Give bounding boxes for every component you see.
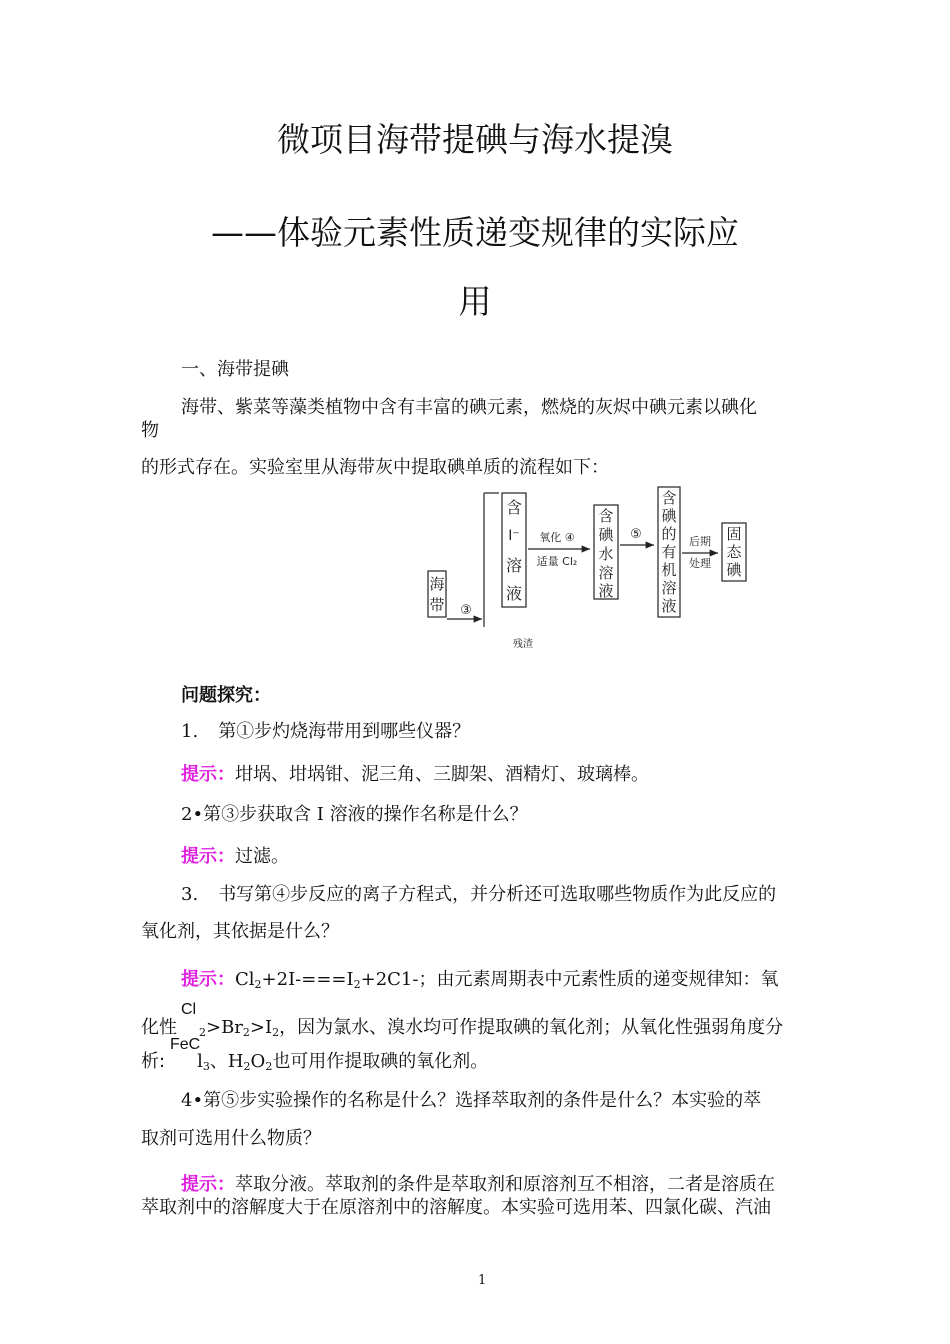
hint-label-2: 提示： — [181, 846, 235, 867]
intro-line-1b: 物 — [141, 420, 159, 441]
question-3-text-1: 书写第④步反应的离子方程式，并分析还可选取哪些物质作为此反应的 — [218, 884, 777, 905]
box-organic-solution — [658, 487, 680, 617]
answer-3-l3-sub-1: 3 — [202, 1060, 210, 1073]
box-iodine-water-char-1: 含 — [598, 507, 614, 525]
box-iodide-char-1: 含 — [505, 498, 523, 517]
hint-label-1: 提示： — [181, 764, 235, 785]
answer-3-line-1 — [181, 965, 778, 991]
arrow-step-3 — [447, 603, 482, 619]
box-iodide-char-2: I⁻ — [508, 528, 520, 544]
residue-label: 残渣 — [513, 639, 533, 650]
answer-2 — [181, 842, 289, 868]
answer-3-l3-rest: 也可用作提取碘的氧化剂。 — [272, 1051, 489, 1072]
answer-3-l3-o: O — [250, 1051, 266, 1072]
box-seaweed-char-1: 海 — [429, 575, 445, 593]
question-3-number: 3. — [181, 884, 199, 905]
answer-3-l2-sub-2: 2 — [242, 1026, 250, 1039]
box-organic-char-7: 液 — [661, 597, 677, 615]
answer-3-l2-sub-3: 2 — [272, 1026, 280, 1039]
page-number: 1 — [478, 1273, 487, 1288]
post-bottom-label: 处理 — [689, 557, 711, 570]
intro-line-2: 的形式存在。实验室里从海带灰中提取碘单质的流程如下： — [141, 457, 609, 478]
box-iodine-water-char-2: 碘 — [598, 526, 614, 544]
questions-heading: 问题探究： — [181, 685, 271, 706]
box-organic-char-2: 碘 — [661, 507, 677, 525]
answer-3-l2-mid: >Br — [206, 1017, 243, 1038]
flow-diagram — [420, 483, 760, 653]
answer-3-l2-rest: ，因为氯水、溴水均可作提取碘的氧化剂；从氧化性强弱角度分 — [279, 1017, 784, 1038]
hint-label-3: 提示： — [181, 969, 235, 990]
answer-3-l3-l: l — [197, 1051, 203, 1072]
answer-3-line-3 — [141, 1047, 488, 1073]
answer-1-text: 坩埚、坩埚钳、泥三角、三脚架、酒精灯、玻璃棒。 — [235, 764, 649, 785]
box-iodide-char-3: 溶 — [505, 556, 523, 575]
arrow-step-5 — [620, 527, 654, 545]
box-iodide-char-4: 液 — [505, 584, 523, 603]
box-organic-char-1: 含 — [661, 489, 677, 507]
answer-3-fragment-cl: Cl — [181, 1001, 197, 1018]
answer-3-l2-sub-1: 2 — [199, 1026, 206, 1039]
box-organic-char-6: 溶 — [661, 579, 677, 597]
box-organic-char-4: 有 — [661, 543, 677, 561]
box-iodine-water-char-3: 水 — [598, 545, 614, 563]
answer-2-text: 过滤。 — [235, 846, 289, 867]
equation-mid: +2I-===I — [261, 969, 354, 990]
question-2: 2•第③步获取含 I 溶液的操作名称是什么？ — [181, 804, 528, 825]
answer-3-rest-1: ；由元素周期表中元素性质的递变规律知：氧 — [418, 969, 779, 990]
equation-sub-1: 2 — [254, 978, 262, 991]
box-solid-char-1: 固 — [726, 525, 742, 543]
question-1 — [181, 717, 470, 743]
post-top-label: 后期 — [689, 535, 711, 548]
equation-sub-2: 2 — [353, 978, 361, 991]
box-iodine-water-char-4: 溶 — [598, 564, 614, 582]
question-3-line-2: 氧化剂，其依据是什么？ — [141, 921, 339, 942]
box-solid-char-2: 态 — [726, 543, 742, 561]
title-line-3: 用 — [458, 282, 492, 321]
box-organic-char-3: 的 — [661, 525, 677, 543]
intro-line-1: 海带、紫菜等藻类植物中含有丰富的碘元素，燃烧的灰烬中碘元素以碘化 — [181, 397, 757, 418]
arrow-post-processing — [682, 534, 718, 570]
answer-3-l2-mid-2: >I — [249, 1017, 273, 1038]
box-organic-char-5: 机 — [661, 561, 677, 579]
question-1-text: 第①步灼烧海带用到哪些仪器？ — [218, 721, 471, 742]
equation-end: +2C1- — [360, 969, 419, 990]
answer-3-line-2 — [141, 1013, 783, 1039]
step-4-top-label: 氧化 ④ — [539, 531, 575, 544]
question-4-line-1: 4•第⑤步实验操作的名称是什么？选择萃取剂的条件是什么？本实验的萃 — [181, 1090, 762, 1111]
step-3-label: ③ — [460, 603, 472, 618]
title-line-1: 微项目海带提碘与海水提溴 — [277, 120, 673, 159]
box-solid-iodine — [722, 523, 746, 581]
box-seaweed-char-2: 带 — [429, 596, 445, 614]
equation-cl: Cl — [235, 969, 255, 990]
box-solid-char-3: 碘 — [726, 561, 742, 579]
answer-3-fragment-fec: FeC — [170, 1036, 201, 1053]
answer-3-l3-mid: 、H — [209, 1051, 244, 1072]
title-line-2: ——体验元素性质递变规律的实际应 — [211, 213, 739, 252]
answer-1 — [181, 760, 649, 786]
box-seaweed — [428, 571, 446, 617]
box-iodine-water — [594, 505, 618, 600]
box-iodide-solution — [502, 493, 526, 607]
box-iodine-water-char-5: 液 — [598, 582, 614, 600]
answer-3-l3-sub-2: 2 — [243, 1060, 251, 1073]
question-3-line-1 — [181, 880, 776, 906]
answer-3-l3-sub-3: 2 — [265, 1060, 273, 1073]
step-5-label: ⑤ — [630, 527, 642, 542]
question-4-line-2: 取剂可选用什么物质？ — [141, 1128, 321, 1149]
hint-label-4: 提示： — [181, 1174, 235, 1195]
arrow-step-4 — [528, 530, 590, 568]
step-4-bottom-label: 适量 Cl₂ — [536, 555, 578, 568]
answer-4-text-1: 萃取分液。萃取剂的条件是萃取剂和原溶剂互不相溶，二者是溶质在 — [235, 1174, 775, 1195]
question-1-number: 1. — [181, 721, 199, 742]
answer-4-line-2: 萃取剂中的溶解度大于在原溶剂中的溶解度。本实验可选用苯、四氯化碳、汽油 — [141, 1197, 771, 1218]
answer-3-l2-pre: 化性 — [141, 1017, 177, 1038]
section-heading: 一、海带提碘 — [181, 359, 289, 380]
answer-3-l3-pre: 析: — [141, 1051, 166, 1072]
